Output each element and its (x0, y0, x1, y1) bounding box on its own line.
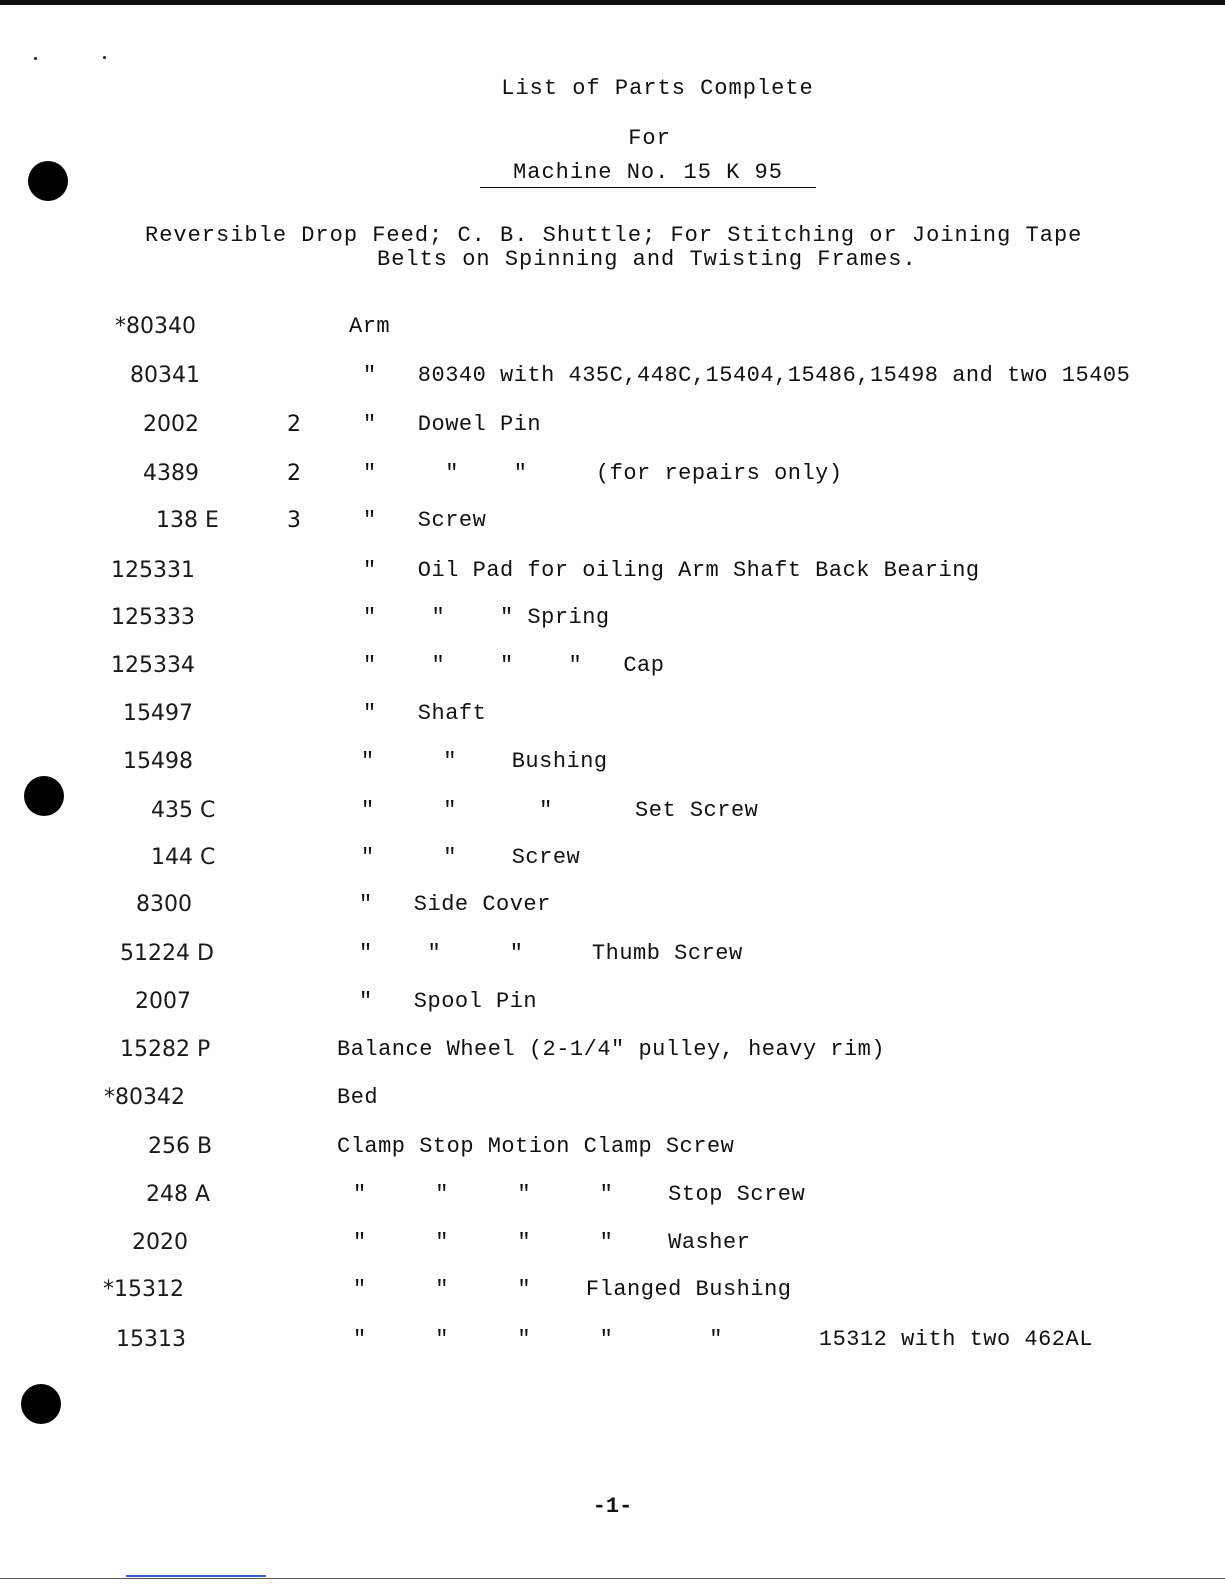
paper-speck (34, 57, 37, 60)
part-row (0, 701, 1225, 731)
title-for: For (628, 126, 671, 151)
description-line-1: Reversible Drop Feed; C. B. Shuttle; For Stitching or Joining Tape (145, 223, 1083, 248)
part-quantity: 3 (287, 508, 301, 533)
page-number: -1- (592, 1494, 633, 1519)
punch-hole-top (28, 161, 68, 201)
part-number: 248 A (146, 1182, 211, 1207)
top-edge-rule (0, 0, 1225, 5)
punch-hole-bottom (21, 1384, 61, 1424)
part-row (0, 749, 1225, 779)
part-number: 256 B (148, 1134, 213, 1159)
part-number: 2007 (135, 989, 191, 1014)
part-number: 51224 D (120, 941, 214, 966)
part-description: " Oil Pad for oiling Arm Shaft Back Bearing (363, 558, 980, 583)
part-number: *80342 (104, 1085, 185, 1110)
part-number: 125331 (111, 558, 195, 583)
part-row (0, 605, 1225, 635)
part-row (0, 653, 1225, 683)
paper-speck (103, 56, 106, 59)
part-description: Clamp Stop Motion Clamp Screw (337, 1134, 735, 1159)
part-description: " Screw (363, 508, 487, 533)
part-number: 125333 (111, 605, 195, 630)
part-description: Arm (349, 314, 391, 339)
part-number: 15282 P (120, 1037, 211, 1062)
part-row (0, 461, 1225, 491)
machine-description (145, 224, 1082, 272)
part-description: " Dowel Pin (363, 412, 542, 437)
part-description: " Side Cover (359, 892, 551, 917)
part-description: " " " Thumb Screw (359, 941, 743, 966)
part-row (0, 558, 1225, 588)
machine-number: Machine No. 15 K 95 (480, 160, 816, 188)
part-row (0, 1230, 1225, 1260)
part-number: 2020 (132, 1230, 188, 1255)
part-number: 435 C (151, 798, 216, 823)
part-row (0, 892, 1225, 922)
part-number: 125334 (111, 653, 195, 678)
part-row (0, 508, 1225, 538)
part-number: 4389 (143, 461, 199, 486)
part-number: 80341 (130, 363, 200, 388)
part-number: *80340 (115, 314, 196, 339)
part-row (0, 989, 1225, 1019)
part-row (0, 1134, 1225, 1164)
part-number: 15498 (123, 749, 193, 774)
part-number: 15497 (123, 701, 193, 726)
part-description: " " " (for repairs only) (363, 461, 843, 486)
part-description: " " " " " 15312 with two 462AL (353, 1327, 1093, 1352)
bottom-blue-rule (126, 1575, 266, 1577)
part-row (0, 314, 1225, 344)
part-description: " " " Spring (363, 605, 610, 630)
part-number: 15313 (116, 1327, 186, 1352)
part-description: " " Bushing (361, 749, 608, 774)
part-description: " " " Flanged Bushing (353, 1277, 792, 1302)
description-line-2: Belts on Spinning and Twisting Frames. (377, 247, 917, 272)
bottom-edge-rule (0, 1578, 1225, 1579)
part-row (0, 1085, 1225, 1115)
part-number: 8300 (136, 892, 192, 917)
part-number: *15312 (103, 1277, 184, 1302)
part-description: " " " " Washer (353, 1230, 751, 1255)
part-quantity: 2 (287, 461, 301, 486)
part-description: Bed (337, 1085, 379, 1110)
part-row (0, 1327, 1225, 1357)
part-description: Balance Wheel (2-1/4" pulley, heavy rim) (337, 1037, 886, 1062)
part-row (0, 1037, 1225, 1067)
part-number: 2002 (143, 412, 199, 437)
part-description: " Spool Pin (359, 989, 538, 1014)
part-number: 138 E (156, 508, 219, 533)
part-description: " " " " Stop Screw (353, 1182, 806, 1207)
part-number: 144 C (151, 845, 216, 870)
part-description: " " " " Cap (363, 653, 665, 678)
part-row (0, 941, 1225, 971)
part-description: " " Screw (361, 845, 581, 870)
part-row (0, 798, 1225, 828)
part-description: " Shaft (363, 701, 487, 726)
part-row (0, 1182, 1225, 1212)
part-row (0, 1277, 1225, 1307)
part-row (0, 363, 1225, 393)
document-title: List of Parts Complete (501, 76, 814, 101)
part-row (0, 845, 1225, 875)
part-description: " 80340 with 435C,448C,15404,15486,15498 and two 15405 (363, 363, 1131, 388)
part-description: " " " Set Screw (361, 798, 759, 823)
part-row (0, 412, 1225, 442)
part-quantity: 2 (287, 412, 301, 437)
